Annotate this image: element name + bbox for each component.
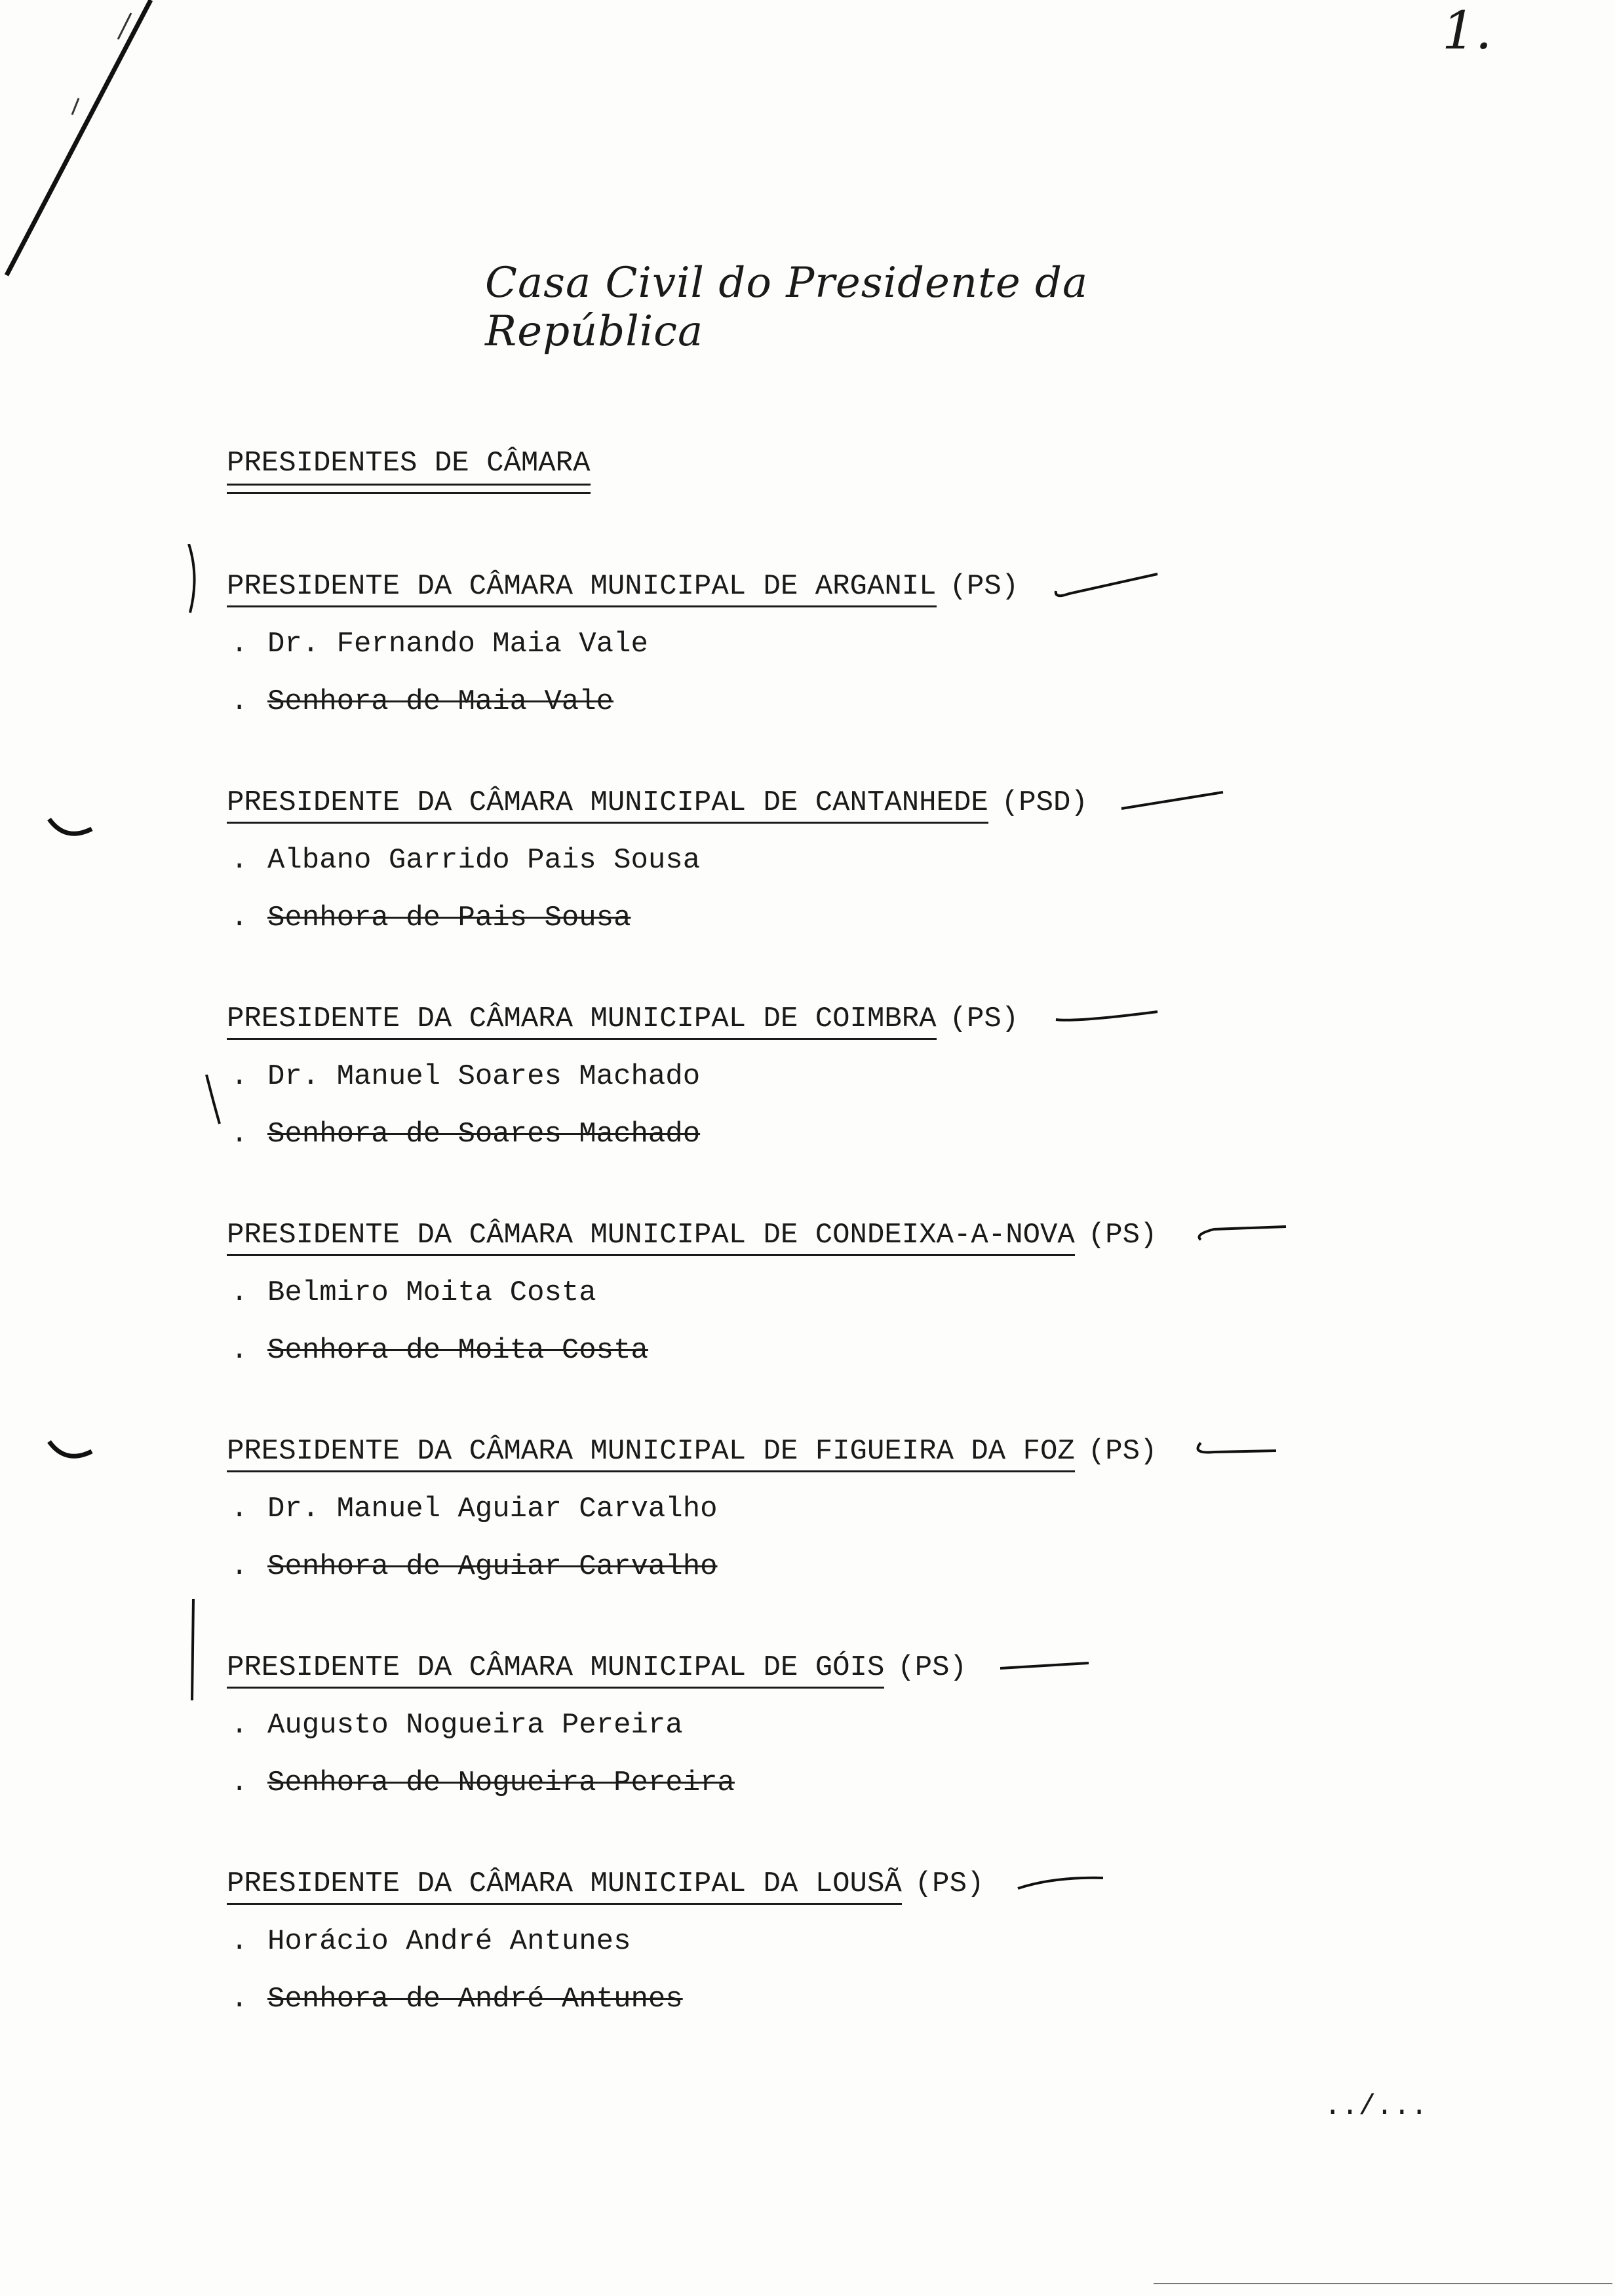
person-name: Dr. Fernando Maia Vale: [267, 628, 648, 660]
entry-party: (PS): [1087, 1219, 1158, 1252]
entry-heading: [227, 1219, 1472, 1252]
bullet: .: [231, 1118, 248, 1151]
entry-figueira-da-foz: [227, 1435, 1472, 1651]
margin-bracket-mark: [203, 1075, 223, 1127]
continuation-marker: ../...: [1324, 2090, 1428, 2123]
entry-cantanhede: [227, 786, 1472, 1003]
spouse-name: Senhora de Soares Machado: [267, 1118, 701, 1151]
bullet: .: [231, 1983, 248, 2016]
spouse-line: [227, 1550, 1472, 1583]
spouse-line: [227, 685, 1472, 718]
page-number: 1.: [1442, 0, 1492, 61]
person-line: [227, 844, 1472, 877]
bullet: .: [231, 628, 248, 660]
margin-bracket-mark: [184, 544, 203, 616]
spouse-name: Senhora de Moita Costa: [267, 1334, 648, 1367]
person-name: Belmiro Moita Costa: [267, 1276, 596, 1309]
check-mark-icon: [1049, 1005, 1161, 1031]
bullet: .: [231, 1925, 248, 1958]
entry-heading: [227, 786, 1472, 819]
entry-title: PRESIDENTE DA CÂMARA MUNICIPAL DE CANTANHEDE: [227, 786, 988, 824]
entry-party: (PS): [949, 570, 1019, 603]
person-line: [227, 1709, 1472, 1742]
entry-condeixa: [227, 1219, 1472, 1435]
section-title: PRESIDENTES DE CÂMARA: [227, 447, 591, 486]
person-name: Augusto Nogueira Pereira: [267, 1709, 683, 1742]
margin-arc-mark: [46, 1435, 98, 1468]
entry-title: PRESIDENTE DA CÂMARA MUNICIPAL DE CONDEIXA-A-NOVA: [227, 1219, 1075, 1256]
entry-party: (PS): [1087, 1435, 1158, 1468]
entry-coimbra: [227, 1003, 1472, 1219]
margin-arc-mark: [46, 813, 98, 845]
bullet: .: [231, 844, 248, 877]
entry-heading: [227, 1003, 1472, 1035]
person-line: [227, 628, 1472, 660]
entry-lousa: [227, 1867, 1472, 2084]
footer-rule: [1154, 2283, 1612, 2284]
bullet: .: [231, 1060, 248, 1093]
margin-vertical-mark: [187, 1599, 200, 1704]
entry-title: PRESIDENTE DA CÂMARA MUNICIPAL DE ARGANIL: [227, 570, 937, 607]
bullet: .: [231, 1493, 248, 1525]
check-mark-icon: [1188, 1438, 1299, 1464]
spouse-name: Senhora de Maia Vale: [267, 685, 614, 718]
check-mark-icon: [1118, 789, 1230, 815]
person-name: Horácio André Antunes: [267, 1925, 631, 1958]
check-mark-icon: [997, 1654, 1108, 1680]
entry-title: PRESIDENTE DA CÂMARA MUNICIPAL DE FIGUEIRA DA FOZ: [227, 1435, 1075, 1472]
letterhead: Casa Civil do Presidente da República: [485, 259, 1089, 356]
spouse-line: [227, 1983, 1472, 2016]
person-line: [227, 1493, 1472, 1525]
spouse-name: Senhora de Aguiar Carvalho: [267, 1550, 718, 1583]
entry-party: (PSD): [1001, 786, 1088, 819]
entry-title: PRESIDENTE DA CÂMARA MUNICIPAL DA LOUSÃ: [227, 1867, 902, 1905]
bullet: .: [231, 1550, 248, 1583]
person-line: [227, 1060, 1472, 1093]
person-line: [227, 1276, 1472, 1309]
entry-heading: [227, 1867, 1472, 1900]
check-mark-icon: [1188, 1221, 1299, 1248]
person-name: Dr. Manuel Soares Machado: [267, 1060, 701, 1093]
bullet: .: [231, 1767, 248, 1799]
entry-heading: [227, 570, 1472, 603]
bullet: .: [231, 1334, 248, 1367]
person-name: Dr. Manuel Aguiar Carvalho: [267, 1493, 718, 1525]
entry-title: PRESIDENTE DA CÂMARA MUNICIPAL DE GÓIS: [227, 1651, 884, 1689]
entry-heading: [227, 1651, 1472, 1684]
person-name: Albano Garrido Pais Sousa: [267, 844, 701, 877]
bullet: .: [231, 1276, 248, 1309]
bullet: .: [231, 902, 248, 934]
bullet: .: [231, 1709, 248, 1742]
entries-list: [227, 570, 1472, 2084]
corner-pen-stroke: [0, 0, 170, 288]
entry-party: (PS): [949, 1003, 1019, 1035]
spouse-line: [227, 1334, 1472, 1367]
spouse-name: Senhora de André Antunes: [267, 1983, 683, 2016]
spouse-name: Senhora de Nogueira Pereira: [267, 1767, 735, 1799]
entry-party: (PS): [914, 1867, 984, 1900]
bullet: .: [231, 685, 248, 718]
spouse-line: [227, 1118, 1472, 1151]
entry-gois: [227, 1651, 1472, 1867]
check-mark-icon: [1015, 1870, 1126, 1896]
spouse-line: [227, 902, 1472, 934]
spouse-line: [227, 1767, 1472, 1799]
entry-heading: [227, 1435, 1472, 1468]
entry-title: PRESIDENTE DA CÂMARA MUNICIPAL DE COIMBRA: [227, 1003, 937, 1040]
person-line: [227, 1925, 1472, 1958]
entry-party: (PS): [897, 1651, 967, 1684]
spouse-name: Senhora de Pais Sousa: [267, 902, 631, 934]
entry-arganil: [227, 570, 1472, 786]
check-mark-icon: [1049, 573, 1161, 599]
